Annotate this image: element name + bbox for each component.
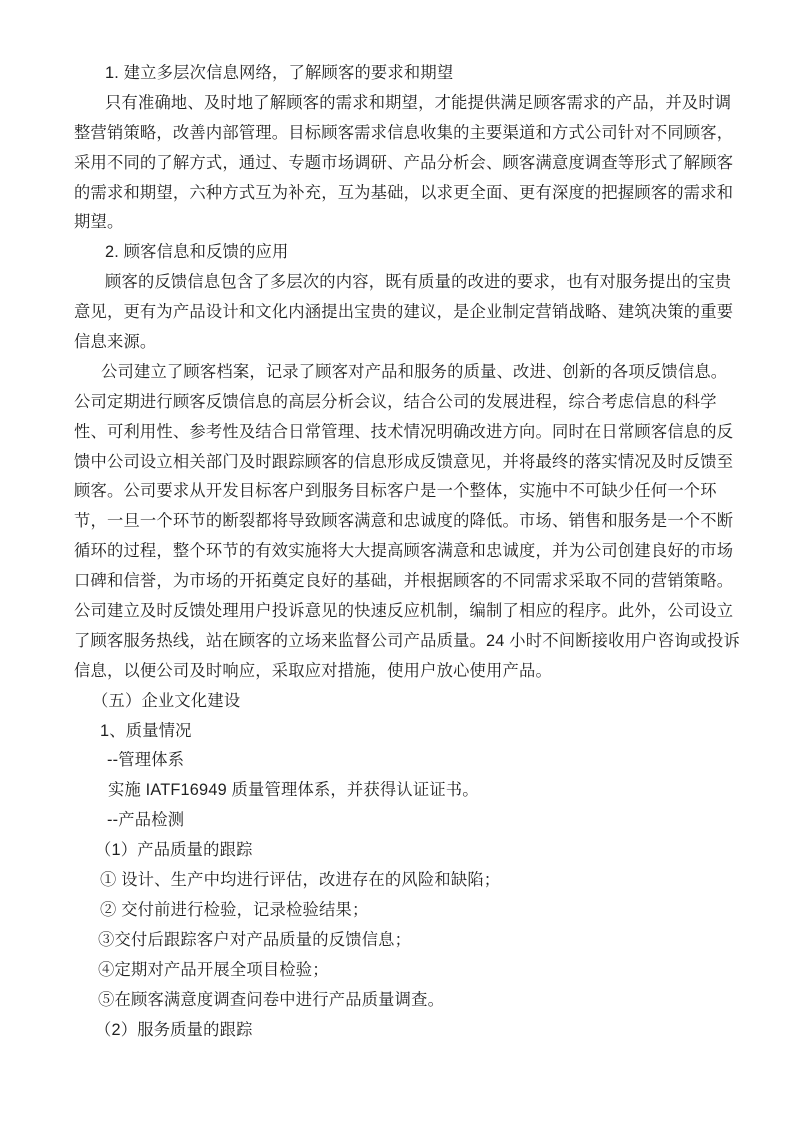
text-line: ④定期对产品开展全项目检验；: [98, 960, 329, 979]
text-line: 公司建立及时反馈处理用户投诉意见的快速反应机制，编制了相应的程序。此外，公司设立: [74, 602, 734, 621]
text-line: 公司定期进行顾客反馈信息的高层分析会议，结合公司的发展进程，综合考虑信息的科学: [74, 392, 717, 411]
text-line: 馈中公司设立相关部门及时跟踪顾客的信息形成反馈意见，并将最终的落实情况及时反馈至: [74, 452, 734, 471]
text-line: ① 设计、生产中均进行评估，改进存在的风险和缺陷；: [100, 871, 501, 890]
text-line: --管理体系: [107, 751, 185, 770]
text-line: ② 交付前进行检验，记录检验结果；: [100, 900, 369, 919]
text-line: 整营销策略，改善内部管理。目标顾客需求信息收集的主要渠道和方式公司针对不同顾客，: [74, 123, 734, 142]
text-line: 节，一旦一个环节的断裂都将导致顾客满意和忠诚度的降低。市场、销售和服务是一个不断: [74, 512, 734, 531]
document-text: [74, 59, 741, 1045]
text-line: 1. 建立多层次信息网络，了解顾客的要求和期望: [105, 64, 454, 82]
text-line: 信息来源。: [74, 333, 157, 352]
text-line: 实施 IATF16949 质量管理体系，并获得认证证书。: [108, 781, 479, 800]
text-line: （2）服务质量的跟踪: [95, 1020, 253, 1039]
text-line: 2. 顾客信息和反馈的应用: [105, 243, 289, 262]
text-line: 了顾客服务热线，站在顾客的立场来监督公司产品质量。24 小时不间断接收用户咨询或投诉: [74, 631, 741, 650]
text-line: （1）产品质量的跟踪: [95, 841, 253, 860]
text-line: 循环的过程，整个环节的有效实施将大大提高顾客满意和忠诚度，并为公司创建良好的市场: [74, 542, 734, 561]
text-line: 性、可利用性、参考性及结合日常管理、技术情况明确改进方向。同时在日常顾客信息的反: [74, 422, 734, 441]
text-line: （五）企业文化建设: [92, 691, 241, 710]
text-line: 公司建立了顾客档案，记录了顾客对产品和服务的质量、改进、创新的各项反馈信息。: [101, 362, 728, 381]
text-line: 意见，更有为产品设计和文化内涵提出宝贵的建议，是企业制定营销战略、建筑决策的重要: [74, 303, 734, 322]
text-line: 只有准确地、及时地了解顾客的需求和期望，才能提供满足顾客需求的产品，并及时调: [105, 93, 732, 112]
text-line: ⑤在顾客满意度调查问卷中进行产品质量调查。: [98, 990, 445, 1009]
text-line: ③交付后跟踪客户对产品质量的反馈信息；: [98, 930, 412, 949]
text-line: 1、质量情况: [100, 721, 192, 740]
text-line: 信息，以便公司及时响应，采取应对措施，使用户放心使用产品。: [74, 661, 552, 680]
text-line: 的需求和期望，六种方式互为补充，互为基础，以求更全面、更有深度的把握顾客的需求和: [74, 183, 734, 202]
text-line: 口碑和信誉，为市场的开拓奠定良好的基础，并根据顾客的不同需求采取不同的营销策略。: [74, 572, 734, 591]
text-line: 顾客。公司要求从开发目标客户到服务目标客户是一个整体，实施中不可缺少任何一个环: [74, 482, 717, 501]
text-line: 采用不同的了解方式，通过、专题市场调研、产品分析会、顾客满意度调查等形式了解顾客: [74, 153, 734, 172]
text-line: --产品检测: [107, 811, 185, 830]
text-line: 顾客的反馈信息包含了多层次的内容，既有质量的改进的要求，也有对服务提出的宝贵: [105, 273, 732, 292]
text-line: 期望。: [74, 213, 124, 232]
